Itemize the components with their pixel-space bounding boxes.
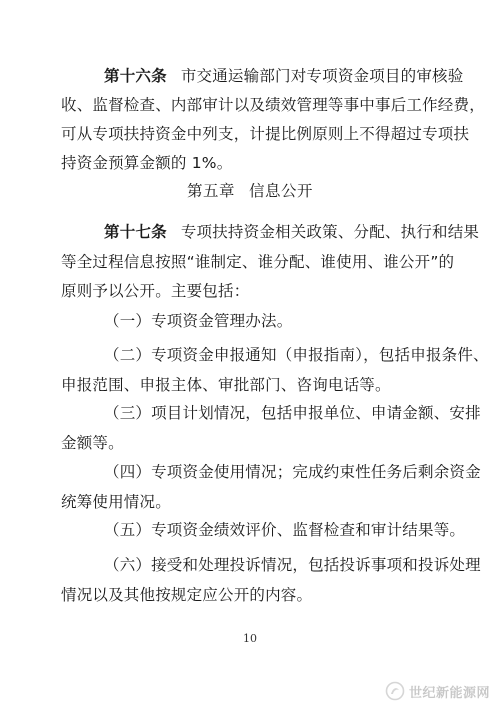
article16-line3: 可从专项扶持资金中列支，计提比例原则上不得超过专项扶: [61, 125, 470, 143]
article17-line3: 原则予以公开。主要包括：: [61, 282, 250, 300]
list-item-4-line1: （四）专项资金使用情况；完成约束性任务后剩余资金: [104, 463, 481, 481]
chapter-number: 第五章: [186, 182, 235, 200]
site-logo-icon: [385, 681, 405, 701]
page-number: 10: [243, 632, 257, 645]
list-item-5: （五）专项资金绩效评价、监督检查和审计结果等。: [104, 521, 466, 539]
article17-heading: 第十七条: [104, 223, 167, 241]
list-item-4-line2: 统筹使用情况。: [61, 493, 171, 511]
chapter-title: 信息公开: [249, 182, 314, 200]
list-item-6-line1: （六）接受和处理投诉情况，包括投诉事项和投诉处理: [104, 556, 481, 574]
watermark-text: 世纪新能源网: [408, 685, 490, 701]
article16-line4: 持资金预算金额的 1%。: [61, 154, 233, 172]
article17-line1: [104, 222, 479, 242]
article16-line2: 收、监督检查、内部审计以及绩效管理等事中事后工作经费，: [61, 96, 485, 114]
article16-heading: 第十六条: [104, 67, 167, 85]
watermark: [385, 681, 490, 701]
article17-line2: 等全过程信息按照“谁制定、谁分配、谁使用、谁公开”的: [61, 253, 455, 271]
list-item-3-line1: （三）项目计划情况，包括申报单位、申请金额、安排: [104, 404, 481, 422]
article16-text1: 市交通运输部门对专项资金项目的审核验: [180, 67, 464, 85]
article16-line1: [104, 66, 463, 86]
list-item-3-line2: 金额等。: [61, 434, 124, 452]
list-item-1: （一）专项资金管理办法。: [104, 312, 293, 330]
chapter-heading: [0, 181, 500, 201]
list-item-2-line1: （二）专项资金申报通知（申报指南），包括申报条件、: [104, 346, 489, 364]
list-item-2-line2: 申报范围、申报主体、审批部门、咨询电话等。: [61, 376, 391, 394]
list-item-6-line2: 情况以及其他按规定应公开的内容。: [61, 586, 313, 604]
article17-text1: 专项扶持资金相关政策、分配、执行和结果: [180, 223, 480, 241]
